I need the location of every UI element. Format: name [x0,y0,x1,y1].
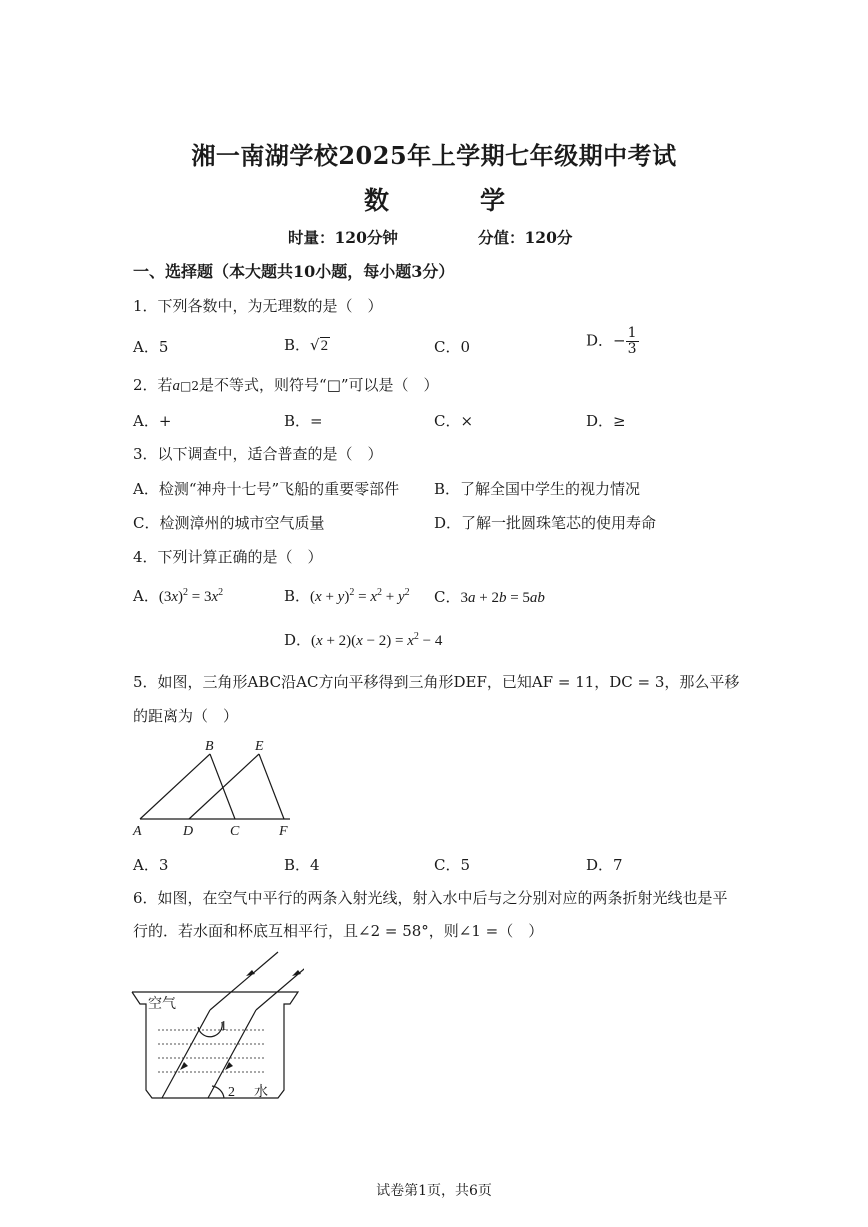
question-6-stem-line1: 6．如图，在空气中平行的两条入射光线，射入水中后与之分别对应的两条折射光线也是平 [133,889,728,907]
question-5-stem-line1: 5．如图，三角形ABC沿AC方向平移得到三角形DEF，已知AF = 11，DC = 3，那么平移 [133,673,740,691]
question-4-option-c: C．3a + 2b = 5ab [434,588,545,606]
page-footer: 试卷第1页，共6页 [376,1183,492,1199]
label-a: A [133,824,142,838]
question-2-option-c: C．× [434,412,474,430]
question-1-option-b: B．√2 [284,336,329,354]
question-1-stem: 1．下列各数中，为无理数的是（ ） [133,297,383,315]
question-5-option-c: C．5 [434,856,471,874]
question-1-option-d: D．− $\frac{1}{3}$ [586,325,637,357]
label-f: F [279,824,288,838]
question-6-stem-line2: 行的．若水面和杯底互相平行，且∠2 = 58°，则∠1 =（ ） [133,922,544,940]
question-3-stem: 3．以下调查中，适合普查的是（ ） [133,445,383,463]
label-water: 水 [254,1085,268,1100]
question-3-option-a: A．检测“神舟十七号”飞船的重要零部件 [133,480,400,498]
exam-total-score: 分值：120分 [478,228,573,247]
question-3-option-b: B．了解全国中学生的视力情况 [434,480,641,498]
question-3-option-d: D．了解一批圆珠笔芯的使用寿命 [434,514,657,532]
question-1-option-c: C．0 [434,338,471,356]
question-3-option-c: C．检测漳州的城市空气质量 [133,514,325,532]
question-4-option-b: B．$(x + y)^2 = x^2 + y^2$ [284,587,410,605]
label-b: B [205,739,214,754]
question-5-stem-line2: 的距离为（ ） [133,707,239,725]
question-2-option-d: D．≥ [586,412,626,430]
question-5-triangle-figure [128,734,298,838]
question-4-option-a: A．$(3x)^2 = 3x^2$ [133,587,224,605]
label-c: C [230,824,240,838]
subject-char-right: 学 [480,186,506,215]
question-2-stem: 2．若a□2是不等式，则符号“□”可以是（ ） [133,376,439,394]
question-2-option-a: A．+ [133,412,172,430]
question-5-option-d: D．7 [586,856,623,874]
question-4-stem: 4．下列计算正确的是（ ） [133,548,323,566]
section-heading: 一、选择题（本大题共10小题，每小题3分） [133,262,455,281]
label-angle-2: 2 [228,1085,235,1100]
exam-duration: 时量：120分钟 [288,228,398,247]
question-1-option-a: A．5 [133,338,169,356]
question-4-option-d: D．$(x + 2)(x - 2) = x^2 - 4$ [284,631,443,649]
question-5-option-b: B．4 [284,856,320,874]
question-5-option-a: A．3 [133,856,169,874]
exam-title: 湘一南湖学校2025年上学期七年级期中考试 [191,141,677,170]
label-angle-1: 1 [220,1019,227,1034]
label-air: 空气 [148,997,176,1012]
label-e: E [255,739,264,754]
question-6-refraction-figure [128,950,304,1104]
subject-char-left: 数 [364,186,390,215]
label-d: D [183,824,194,838]
question-2-option-b: B．= [284,412,323,430]
